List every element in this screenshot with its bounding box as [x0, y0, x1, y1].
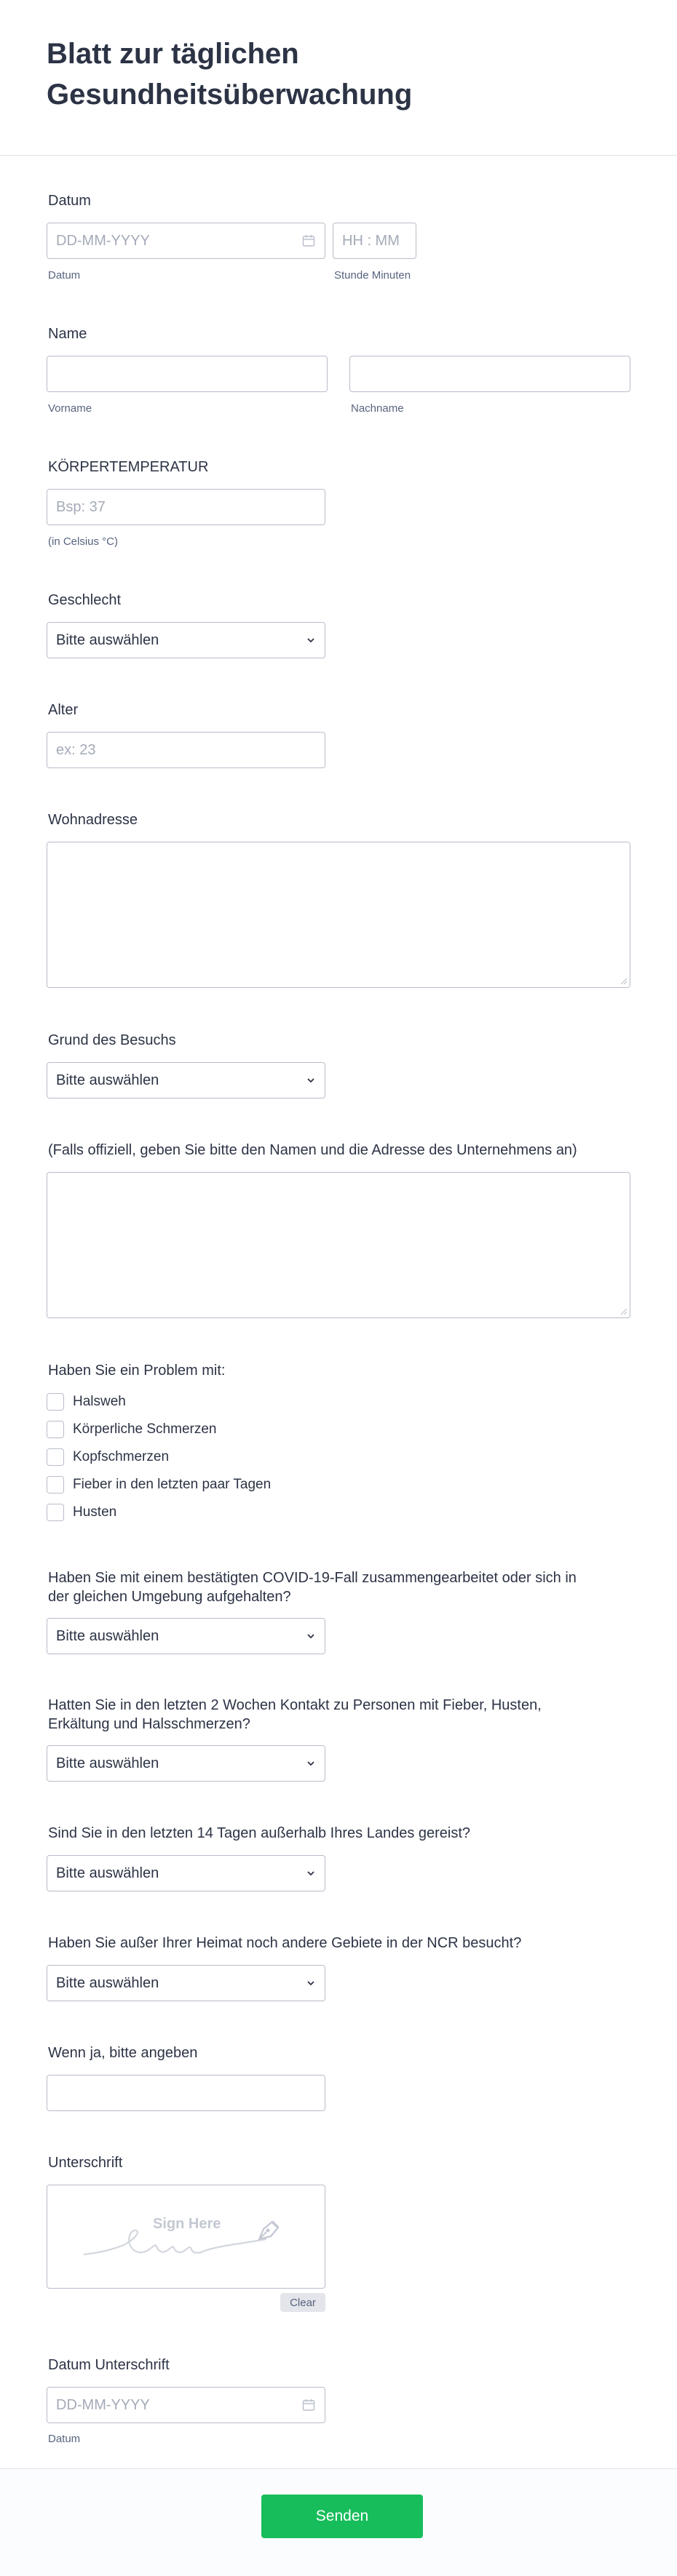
problem-option[interactable]	[47, 1419, 216, 1440]
resize-grip-icon[interactable]	[619, 1307, 627, 1315]
problem-option[interactable]	[47, 1475, 271, 1495]
symptom-contact-label-line2: Erkältung und Halsschmerzen?	[48, 1716, 250, 1732]
if-yes-input[interactable]	[47, 2075, 325, 2111]
checkbox-label: Fieber in den letzten paar Tagen	[73, 1477, 272, 1492]
visit-reason-select-value: Bitte auswählen	[56, 1072, 159, 1088]
ncr-label: Haben Sie außer Ihrer Heimat noch andere Gebiete in der NCR besucht?	[48, 1935, 522, 1951]
date-sublabel: Datum	[48, 269, 81, 282]
symptom-contact-select[interactable]	[47, 1745, 325, 1782]
time-placeholder: HH : MM	[342, 232, 400, 249]
address-label: Wohnadresse	[48, 812, 138, 828]
symptom-contact-label-line1: Hatten Sie in den letzten 2 Wochen Kontakt zu Personen mit Fieber, Husten,	[48, 1697, 542, 1713]
problem-option[interactable]	[47, 1392, 126, 1412]
problems-label: Haben Sie ein Problem mit:	[48, 1363, 226, 1379]
signature-pad[interactable]	[47, 2185, 325, 2289]
travel-label: Sind Sie in den letzten 14 Tagen außerhalb Ihres Landes gereist?	[48, 1825, 471, 1841]
covid-contact-label-line2: der gleichen Umgebung aufgehalten?	[48, 1589, 291, 1605]
company-textarea[interactable]	[47, 1172, 630, 1318]
signature-label: Unterschrift	[48, 2155, 123, 2171]
chevron-down-icon	[306, 1075, 316, 1085]
chevron-down-icon	[306, 1758, 316, 1768]
chevron-down-icon	[306, 635, 316, 645]
submit-button[interactable]: Senden	[261, 2495, 423, 2538]
checkbox[interactable]	[47, 1421, 64, 1438]
date-placeholder: DD-MM-YYYY	[56, 232, 150, 249]
temperature-input[interactable]	[47, 489, 325, 525]
ncr-select-value: Bitte auswählen	[56, 1974, 159, 1991]
symptom-contact-select-value: Bitte auswählen	[56, 1755, 159, 1771]
first-name-input[interactable]	[47, 356, 328, 392]
signature-date-input[interactable]	[47, 2387, 325, 2423]
signature-date-label: Datum Unterschrift	[48, 2357, 170, 2373]
signature-date-sublabel: Datum	[48, 2433, 81, 2445]
chevron-down-icon	[306, 1978, 316, 1988]
covid-contact-select-value: Bitte auswählen	[56, 1627, 159, 1644]
age-input[interactable]	[47, 732, 325, 768]
age-label: Alter	[48, 702, 79, 718]
first-name-sublabel: Vorname	[48, 402, 92, 415]
age-placeholder: ex: 23	[56, 741, 96, 758]
checkbox-label: Kopfschmerzen	[73, 1449, 170, 1464]
chevron-down-icon	[306, 1868, 316, 1878]
covid-contact-select[interactable]	[47, 1618, 325, 1654]
time-input[interactable]	[333, 223, 416, 259]
date-label: Datum	[48, 193, 91, 209]
address-textarea[interactable]	[47, 842, 630, 988]
checkbox[interactable]	[47, 1504, 64, 1521]
symptom-contact-label	[48, 1696, 630, 1734]
calendar-icon[interactable]	[301, 2398, 316, 2412]
temperature-sublabel: (in Celsius °C)	[48, 535, 119, 548]
date-input[interactable]	[47, 223, 325, 259]
last-name-sublabel: Nachname	[351, 402, 404, 415]
checkbox[interactable]	[47, 1448, 64, 1466]
problem-option[interactable]	[47, 1502, 116, 1523]
resize-grip-icon[interactable]	[619, 977, 627, 984]
time-sublabel: Stunde Minuten	[334, 269, 411, 282]
last-name-input[interactable]	[349, 356, 630, 392]
travel-select[interactable]	[47, 1855, 325, 1891]
checkbox[interactable]	[47, 1476, 64, 1494]
temperature-placeholder: Bsp: 37	[56, 498, 106, 515]
temperature-label: KÖRPERTEMPERATUR	[48, 459, 209, 475]
visit-reason-select[interactable]	[47, 1062, 325, 1098]
gender-select[interactable]	[47, 622, 325, 658]
covid-contact-label	[48, 1568, 630, 1606]
checkbox-label: Körperliche Schmerzen	[73, 1421, 217, 1437]
gender-select-value: Bitte auswählen	[56, 631, 159, 648]
signature-date-placeholder: DD-MM-YYYY	[56, 2396, 150, 2413]
name-label: Name	[48, 326, 87, 342]
header-divider	[0, 155, 677, 156]
chevron-down-icon	[306, 1631, 316, 1641]
company-label: (Falls offiziell, geben Sie bitte den Namen und die Adresse des Unternehmens an)	[48, 1142, 577, 1158]
visit-reason-label: Grund des Besuchs	[48, 1032, 176, 1048]
if-yes-label: Wenn ja, bitte angeben	[48, 2045, 198, 2061]
covid-contact-label-line1: Haben Sie mit einem bestätigten COVID-19-Fall zusammengearbeitet oder sich in	[48, 1570, 577, 1586]
signature-hint: Sign Here	[153, 2216, 221, 2232]
pen-icon	[253, 2217, 282, 2244]
travel-select-value: Bitte auswählen	[56, 1865, 159, 1881]
checkbox-label: Halsweh	[73, 1394, 126, 1409]
checkbox[interactable]	[47, 1393, 64, 1411]
calendar-icon[interactable]	[301, 234, 316, 248]
ncr-select[interactable]	[47, 1965, 325, 2001]
gender-label: Geschlecht	[48, 592, 122, 608]
form-title: Blatt zur täglichen Gesundheitsüberwachung	[47, 38, 413, 111]
problem-option[interactable]	[47, 1447, 169, 1467]
clear-signature-button[interactable]: Clear	[280, 2293, 325, 2312]
checkbox-label: Husten	[73, 1504, 117, 1520]
